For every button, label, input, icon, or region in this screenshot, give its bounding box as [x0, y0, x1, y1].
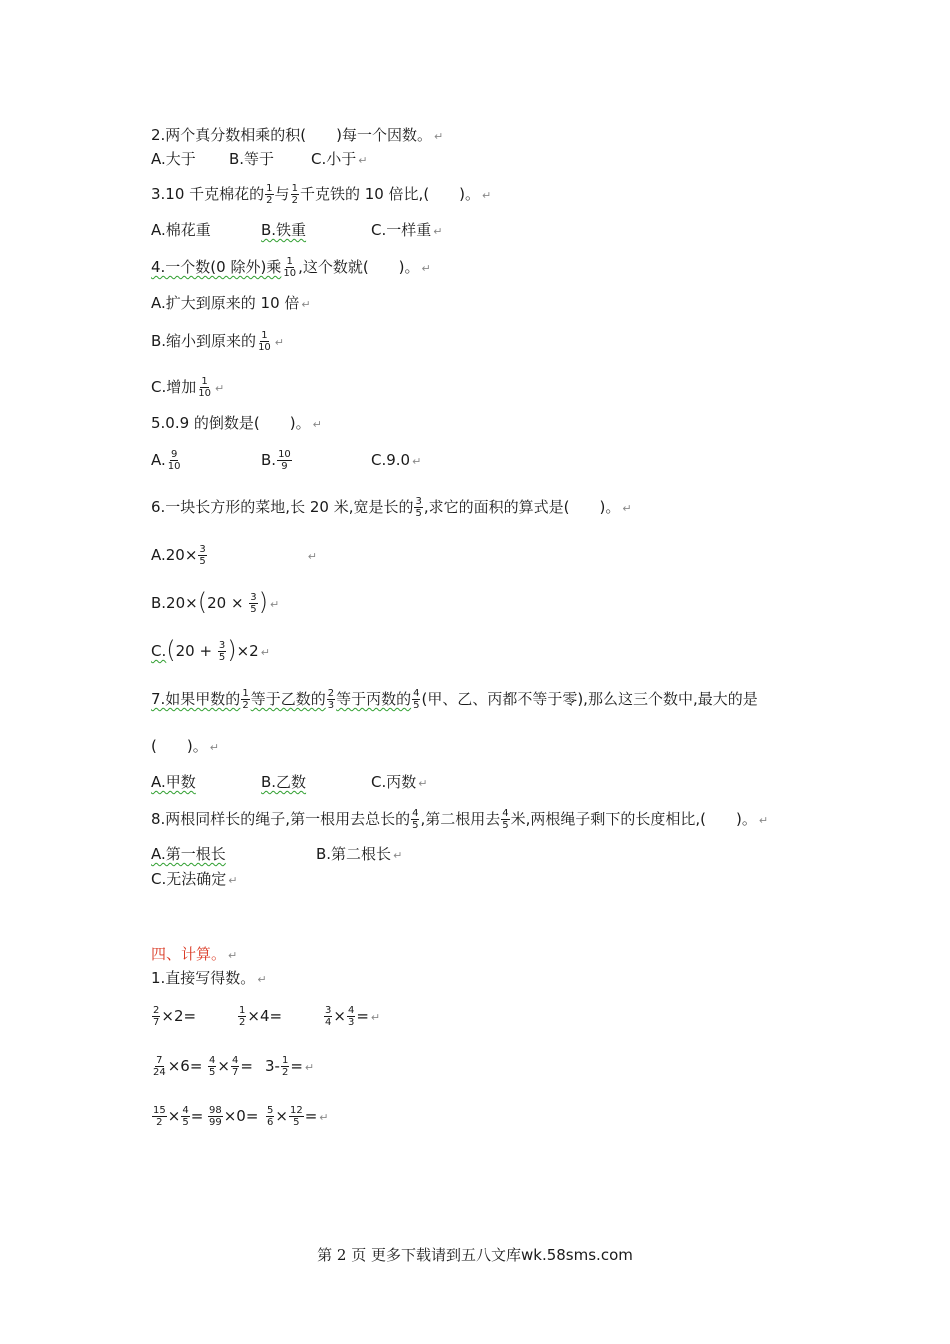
- q6-option-c: C.(20 + $\frac{3}{5}$ )×2 ↵: [151, 635, 270, 664]
- q6-stem: 6.一块长方形的菜地,长 20 米,宽是长的 $\frac{3}{5}$ ,求它的面积的算式是( )。 ↵: [151, 496, 632, 519]
- q5-stem: 5.0.9 的倒数是( )。 ↵: [151, 414, 322, 432]
- q4-option-c: C.增加 $\frac{1}{10}$ ↵: [151, 376, 225, 399]
- q8-option-a: A.第一根长: [151, 845, 226, 863]
- q7-stem: 7.如果甲数的 $\frac{1}{2}$ 等于乙数的 $\frac{2}{3}$ 等于丙数的 $\frac{4}{5}$ (甲、乙、丙都不等于零),那么这三个数中,最大的是: [151, 688, 758, 711]
- calc-item: $\frac{3}{4}$ × $\frac{4}{3}$ =: [325, 1005, 369, 1028]
- calc-item: $\frac{4}{5}$ × $\frac{4}{7}$ =: [209, 1055, 253, 1078]
- calc-row-1: $\frac{2}{7}$ ×2= $\frac{1}{2}$ ×4= $\frac{3}{4}$ × $\frac{4}{3}$ = ↵: [153, 1005, 381, 1028]
- calc-item: $\frac{15}{2}$ × $\frac{4}{5}$ =: [153, 1105, 204, 1128]
- calc-row-3: $\frac{15}{2}$ × $\frac{4}{5}$ = $\frac{98}{99}$ ×0= $\frac{5}{6}$ × $\frac{12}{5}$ = ↵: [153, 1105, 329, 1128]
- q8-option-b: B.第二根长: [316, 845, 392, 863]
- q7-options: A.甲数 B.乙数 C.丙数 ↵: [151, 773, 428, 791]
- q4-option-b: B.缩小到原来的 $\frac{1}{10}$ ↵: [151, 330, 285, 353]
- q5-option-a: A. $\frac{9}{10}$: [151, 449, 181, 472]
- q3-options: A.棉花重 B.铁重 C.一样重 ↵: [151, 221, 443, 239]
- q8-option-c: C.无法确定 ↵: [151, 870, 238, 888]
- calc-item: 3- $\frac{1}{2}$ =: [265, 1055, 303, 1078]
- calc-item: $\frac{5}{6}$ × $\frac{12}{5}$ =: [267, 1105, 318, 1128]
- q3-option-b: B.铁重: [261, 221, 307, 239]
- section-title: 四、计算。 ↵: [151, 945, 238, 963]
- calc-item: $\frac{1}{2}$ ×4=: [239, 1005, 283, 1028]
- q3-option-a: A.棉花重: [151, 221, 211, 239]
- q6-option-a: A.20× $\frac{3}{5}$ ↵: [151, 544, 318, 567]
- q2-option-a: A.大于: [151, 150, 196, 168]
- calc-item: $\frac{98}{99}$ ×0=: [209, 1105, 259, 1128]
- q7-option-b: B.乙数: [261, 773, 307, 791]
- q5-option-b: B. $\frac{10}{9}$: [261, 449, 291, 472]
- q8-stem: 8.两根同样长的绳子,第一根用去总长的 $\frac{4}{5}$ ,第二根用去 $\frac{4}{5}$ 米,两根绳子剩下的长度相比,( )。 ↵: [151, 808, 769, 831]
- q6-option-b: B.20×(20 × $\frac{3}{5}$ ) ↵: [151, 587, 280, 616]
- calc-item: $\frac{2}{7}$ ×2=: [153, 1005, 197, 1028]
- q5-option-c: C.9.0: [371, 451, 411, 469]
- q4-stem: 4.一个数(0 除外)乘 $\frac{1}{10}$ ,这个数就( )。 ↵: [151, 256, 431, 279]
- q7-option-a: A.甲数: [151, 773, 196, 791]
- q2-option-c: C.小于: [311, 150, 357, 168]
- q3-option-c: C.一样重: [371, 221, 432, 239]
- footer-link[interactable]: wk.58sms.com: [521, 1246, 633, 1264]
- q7-blank: ( )。 ↵: [151, 737, 219, 755]
- section-subtitle: 1.直接写得数。 ↵: [151, 969, 267, 987]
- calc-item: $\frac{7}{24}$ ×6=: [153, 1055, 203, 1078]
- q8-options: A.第一根长 B.第二根长 ↵: [151, 845, 403, 863]
- q3-stem: 3.10 千克棉花的 $\frac{1}{2}$ 与 $\frac{1}{2}$ 千克铁的 10 倍比,( )。 ↵: [151, 183, 492, 206]
- q2-option-b: B.等于: [229, 150, 275, 168]
- q7-option-c: C.丙数: [371, 773, 417, 791]
- page-footer: [0, 1244, 950, 1265]
- calc-row-2: $\frac{7}{24}$ ×6= $\frac{4}{5}$ × $\frac{4}{7}$ = 3- $\frac{1}{2}$ = ↵: [153, 1055, 315, 1078]
- footer-text: 第 2 页 更多下载请到五八文库: [317, 1246, 521, 1264]
- q2-stem: 2.两个真分数相乘的积( )每一个因数。 ↵: [151, 126, 444, 144]
- q4-option-a: A.扩大到原来的 10 倍 ↵: [151, 294, 311, 312]
- q5-options: A. $\frac{9}{10}$ B. $\frac{10}{9}$ C.9.0 ↵: [151, 449, 422, 472]
- q2-options: A.大于 B.等于 C.小于 ↵: [151, 150, 368, 168]
